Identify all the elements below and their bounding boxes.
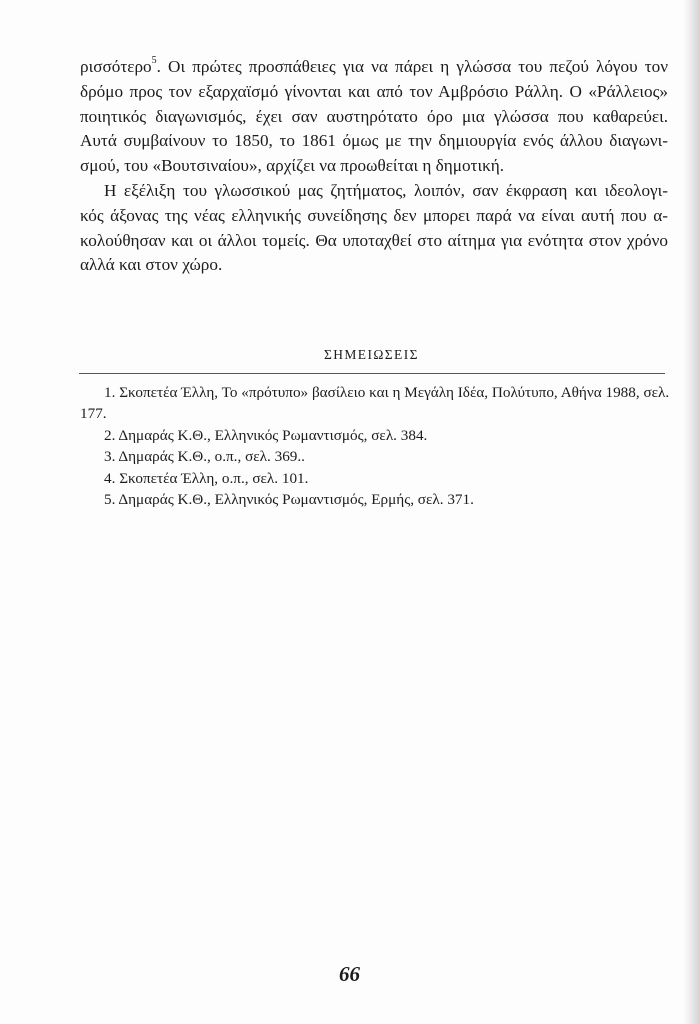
body-line: δρόμο προς τον εξαρχαϊσμό γίνονται και από τον Αμβρόσιο Ράλλη. Ο «Ράλλειος» xyxy=(80,81,668,101)
note-item: 1. Σκοπετέα Έλλη, Το «πρότυπο» βασίλειο και η Μεγάλη Ιδέα, Πολύτυπο, Αθήνα 1988, σελ. xyxy=(104,384,670,401)
notes-list xyxy=(80,382,668,510)
body-line: Αυτά συμβαίνουν το 1850, το 1861 όμως με την δημιουργία ενός άλλου διαγωνι- xyxy=(80,131,668,151)
body-line xyxy=(80,55,668,80)
notes-divider xyxy=(79,373,665,374)
note-item: 3. Δημαράς Κ.Θ., ο.π., σελ. 369.. xyxy=(104,448,305,466)
body-line: κολούθησαν και οι άλλοι τομείς. Θα υποταχθεί στο αίτημα για ενότητα στον χρόνο xyxy=(80,230,668,250)
note-item: 2. Δημαράς Κ.Θ., Ελληνικός Ρωμαντισμός, σελ. 384. xyxy=(104,426,428,444)
page-number: 66 xyxy=(339,962,360,986)
note-item: 5. Δημαράς Κ.Θ., Ελληνικός Ρωμαντισμός, Ερμής, σελ. 371. xyxy=(104,491,474,509)
footnote-reference: 5 xyxy=(151,55,157,67)
page-edge-shadow xyxy=(683,0,699,1024)
body-line-text: . Οι πρώτες προσπάθειες για να πάρει η γλώσσα του πεζού λόγου τον xyxy=(156,57,668,76)
note-item-continuation: 177. xyxy=(80,405,107,423)
body-line: αλλά και στον χώρο. xyxy=(80,255,223,275)
body-line: κός άξονας της νέας ελληνικής συνείδησης δεν μπορει παρά να είναι αυτή που α- xyxy=(80,205,668,225)
body-line: Η εξέλιξη του γλωσσικού μας ζητήματος, λοιπόν, σαν έκφραση και ιδεολογι- xyxy=(104,180,668,200)
notes-heading: ΣΗΜΕΙΩΣΕΙΣ xyxy=(324,347,419,362)
body-line-text: ρισσότερο xyxy=(80,57,152,76)
body-line: ποιητικός διαγωνισμός, έχει σαν αυστηρότατο όρο μια γλώσσα που καθαρεύει. xyxy=(80,106,668,126)
body-line: σμού, του «Βουτσιναίου», αρχίζει να προωθείται η δημοτική. xyxy=(80,156,505,176)
body-text xyxy=(80,55,668,278)
note-item: 4. Σκοπετέα Έλλη, ο.π., σελ. 101. xyxy=(104,469,309,487)
